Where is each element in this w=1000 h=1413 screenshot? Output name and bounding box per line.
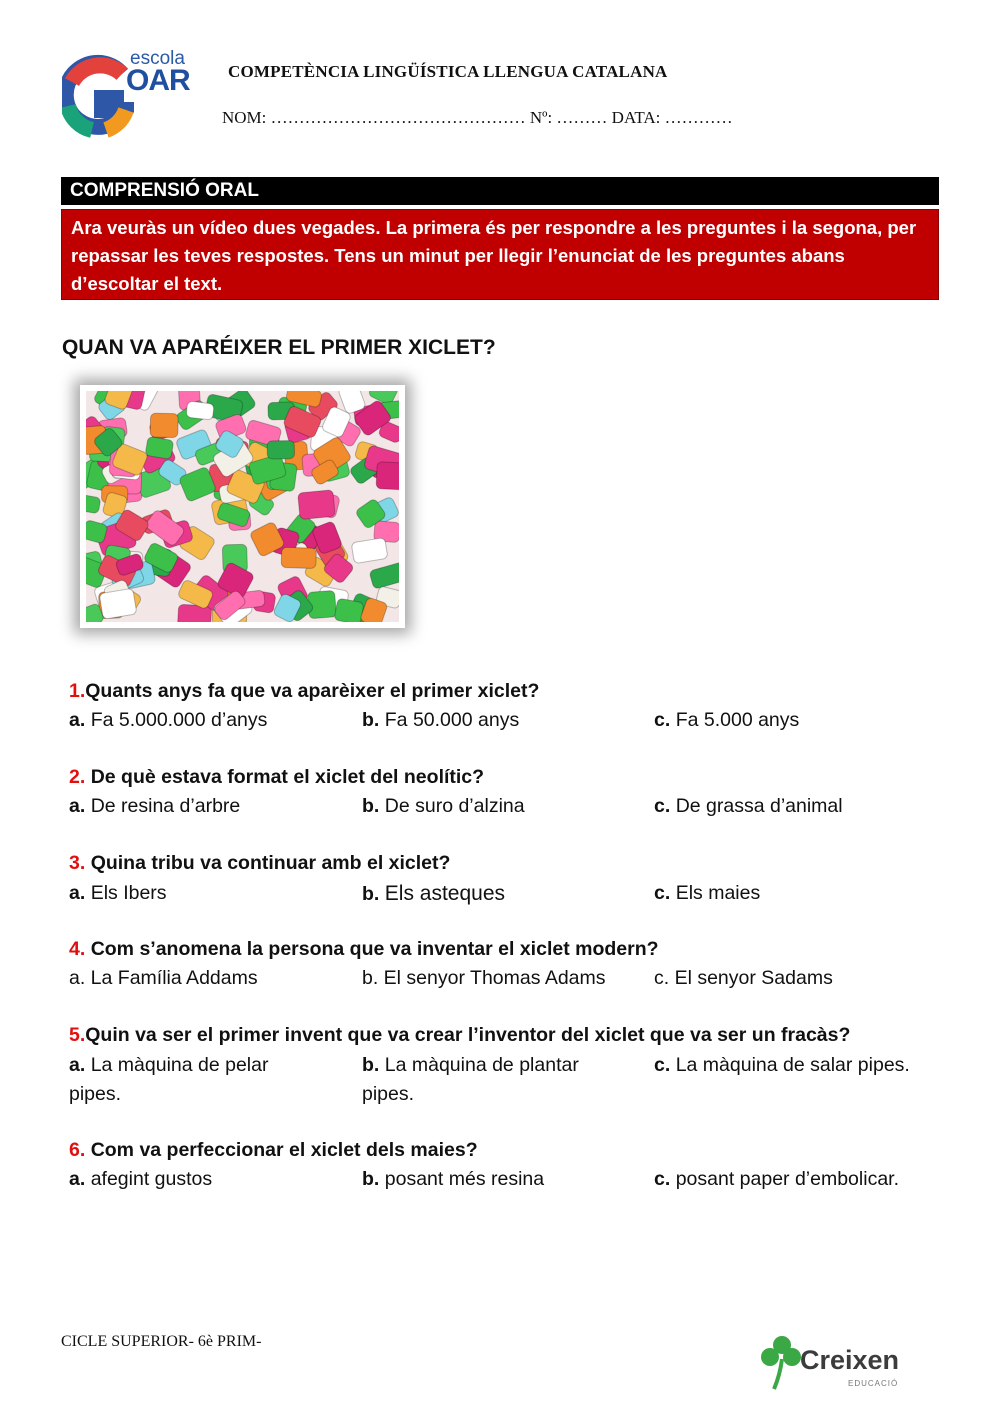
question-text: Quin va ser el primer invent que va crear l’inventor del xiclet que va ser un fracàs? — [85, 1024, 851, 1046]
page-title: QUAN VA APARÉIXER EL PRIMER XICLET? — [62, 336, 496, 359]
option-a[interactable]: a. De resina d’arbre — [69, 795, 241, 817]
question-6 — [69, 1139, 478, 1162]
gum-piece — [186, 401, 214, 420]
gum-piece — [376, 462, 399, 490]
footer-cycle-label: CICLE SUPERIOR- 6è PRIM- — [61, 1333, 262, 1350]
question-number: 3. — [69, 852, 86, 874]
question-number: 5. — [69, 1024, 86, 1046]
question-1 — [69, 680, 539, 703]
question-text: Quants anys fa que va aparèixer el primer xiclet? — [85, 680, 540, 702]
option-a[interactable]: a. afegint gustos — [69, 1168, 213, 1190]
option-b[interactable]: b. La màquina de plantar pipes. — [362, 1054, 579, 1105]
logo-g-icon — [62, 52, 134, 142]
question-text: Com va perfeccionar el xiclet dels maies? — [90, 1139, 478, 1161]
gum-piece — [281, 547, 316, 568]
option-a[interactable]: a. La màquina de pelar pipes. — [69, 1054, 269, 1105]
question-text: Com s’anomena la persona que va inventar el xiclet modern? — [90, 938, 659, 960]
gum-piece — [298, 490, 336, 520]
option-b[interactable]: b. El senyor Thomas Adams — [362, 967, 606, 989]
gum-piece — [334, 598, 364, 622]
creixen-subtitle: EDUCACIÓ — [848, 1379, 899, 1388]
header-title: COMPETÈNCIA LINGÜÍSTICA LLENGUA CATALANA — [228, 62, 668, 81]
school-logo — [62, 48, 212, 140]
question-number: 2. — [69, 766, 86, 788]
option-b[interactable]: b. posant més resina — [362, 1168, 545, 1190]
gum-piece — [99, 588, 137, 619]
option-c[interactable]: c. Fa 5.000 anys — [654, 709, 800, 731]
gum-piece — [267, 441, 294, 459]
gum-piece — [145, 436, 174, 459]
question-3 — [69, 852, 450, 875]
option-c[interactable]: c. El senyor Sadams — [654, 967, 833, 989]
option-b[interactable]: b. Fa 50.000 anys — [362, 709, 520, 731]
header-fields: NOM: ……………………………………… Nº: ……… DATA: ………… — [222, 108, 733, 127]
question-4 — [69, 938, 659, 961]
question-5 — [69, 1024, 850, 1047]
option-a[interactable]: a. La Família Addams — [69, 967, 258, 989]
option-c[interactable]: c. Els maies — [654, 882, 761, 904]
creixen-wordmark: Creixen — [800, 1345, 900, 1375]
question-2 — [69, 766, 484, 789]
creixen-logo — [760, 1333, 910, 1391]
question-text: De què estava format el xiclet del neolític? — [90, 766, 485, 788]
clover-icon — [760, 1333, 804, 1391]
option-c[interactable]: c. De grassa d’animal — [654, 795, 843, 817]
option-a[interactable]: a. Fa 5.000.000 d’anys — [69, 709, 268, 731]
logo-escola-text: escola — [130, 48, 185, 69]
gum-image — [86, 391, 399, 622]
option-c[interactable]: c. La màquina de salar pipes. — [654, 1054, 910, 1076]
banner-title: COMPRENSIÓ ORAL — [61, 177, 939, 205]
option-a[interactable]: a. Els Ibers — [69, 882, 167, 904]
question-text: Quina tribu va continuar amb el xiclet? — [90, 852, 451, 874]
banner-instructions: Ara veuràs un vídeo dues vegades. La primera és per respondre a les preguntes i la segona, per repassar les teves respostes. Tens un minut per llegir l’enunciat de les preguntes abans d’escoltar el text. — [61, 209, 939, 300]
option-b[interactable]: b. Els asteques — [362, 882, 506, 905]
gum-photo — [80, 385, 405, 628]
question-number: 6. — [69, 1139, 86, 1161]
option-c[interactable]: c. posant paper d’embolicar. — [654, 1168, 899, 1190]
option-b[interactable]: b. De suro d’alzina — [362, 795, 525, 817]
logo-brand-text: OAR — [126, 64, 190, 97]
question-number: 1. — [69, 680, 86, 702]
gum-piece — [150, 413, 178, 438]
question-number: 4. — [69, 938, 86, 960]
